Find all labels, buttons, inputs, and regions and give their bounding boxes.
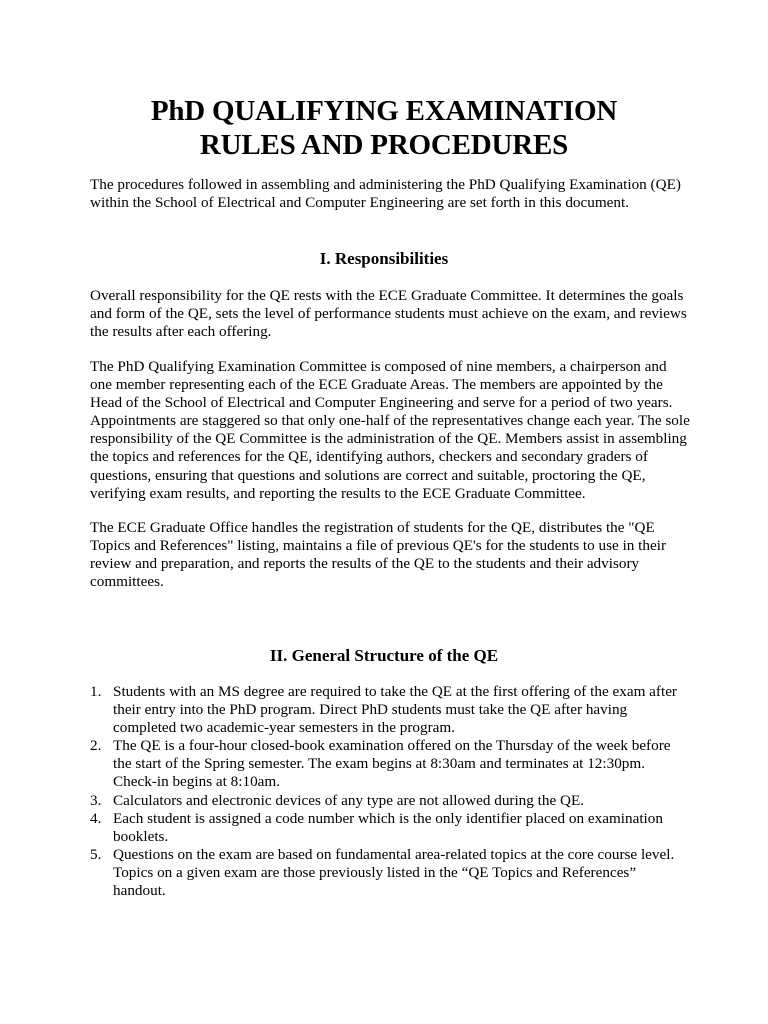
- section-2-heading: II. General Structure of the QE: [269, 646, 499, 665]
- list-item: [90, 792, 690, 810]
- list-item-number: 1.: [90, 683, 102, 700]
- list-item-number: 5.: [90, 845, 102, 863]
- list-item: [90, 737, 690, 791]
- list-item-text: Each student is assigned a code number which is the only identifier placed on examination booklets.: [113, 809, 663, 845]
- list-item-text: The QE is a four-hour closed-book examination offered on the Thursday of the week before the start of the Spring semester. The exam begins at 8:30am and terminates at 12:30pm. Check-in begins at 8:10am.: [113, 737, 671, 791]
- qe-structure-list: [90, 683, 690, 900]
- list-item-number: 4.: [90, 809, 102, 827]
- list-item-number: 3.: [90, 791, 102, 809]
- document-title-line-1: PhD QUALIFYING EXAMINATION: [150, 95, 618, 127]
- responsibilities-paragraph-3: The ECE Graduate Office handles the registration of students for the QE, distributes the "QE Topics and References" listing, maintains a file of previous QE's for the students to use in their review and preparation, and reports the results of the QE to the students and their advisory committees.: [90, 519, 667, 591]
- section-1-heading: I. Responsibilities: [319, 249, 449, 268]
- list-item: [90, 810, 690, 846]
- list-item: [90, 683, 690, 737]
- document-title-line-2: RULES AND PROCEDURES: [199, 129, 569, 161]
- list-item-text: Calculators and electronic devices of any type are not allowed during the QE.: [113, 791, 585, 809]
- responsibilities-paragraph-2: The PhD Qualifying Examination Committee is composed of nine members, a chairperson and one member representing each of the ECE Graduate Areas. The members are appointed by the Head of the School of Electrical and Computer Engineering and serve for a period of two years. Appointments are staggered so that only one-half of the representatives change each year. The sole responsibility of the QE Committee is the administration of the QE. Members assist in assembling the topics and references for the QE, identifying authors, checkers and secondary graders of questions, ensuring that questions and solutions are correct and suitable, proctoring the QE, verifying exam results, and reporting the results to the ECE Graduate Committee.: [90, 358, 690, 502]
- responsibilities-paragraph-1: Overall responsibility for the QE rests with the ECE Graduate Committee. It determines the goals and form of the QE, sets the level of performance students must achieve on the exam, and reviews the results after each offering.: [90, 287, 687, 341]
- list-item-text: Students with an MS degree are required to take the QE at the first offering of the exam after their entry into the PhD program. Direct PhD students must take the QE after having completed two academic-year semesters in the program.: [113, 683, 677, 737]
- list-item: [90, 846, 690, 900]
- list-item-text: Questions on the exam are based on fundamental area-related topics at the core course level. Topics on a given exam are those previously listed in the “QE Topics and References” handout.: [113, 845, 675, 900]
- list-item-number: 2.: [90, 737, 102, 755]
- intro-paragraph: The procedures followed in assembling and administering the PhD Qualifying Examination (QE) within the School of Electrical and Computer Engineering are set forth in this document.: [90, 176, 681, 212]
